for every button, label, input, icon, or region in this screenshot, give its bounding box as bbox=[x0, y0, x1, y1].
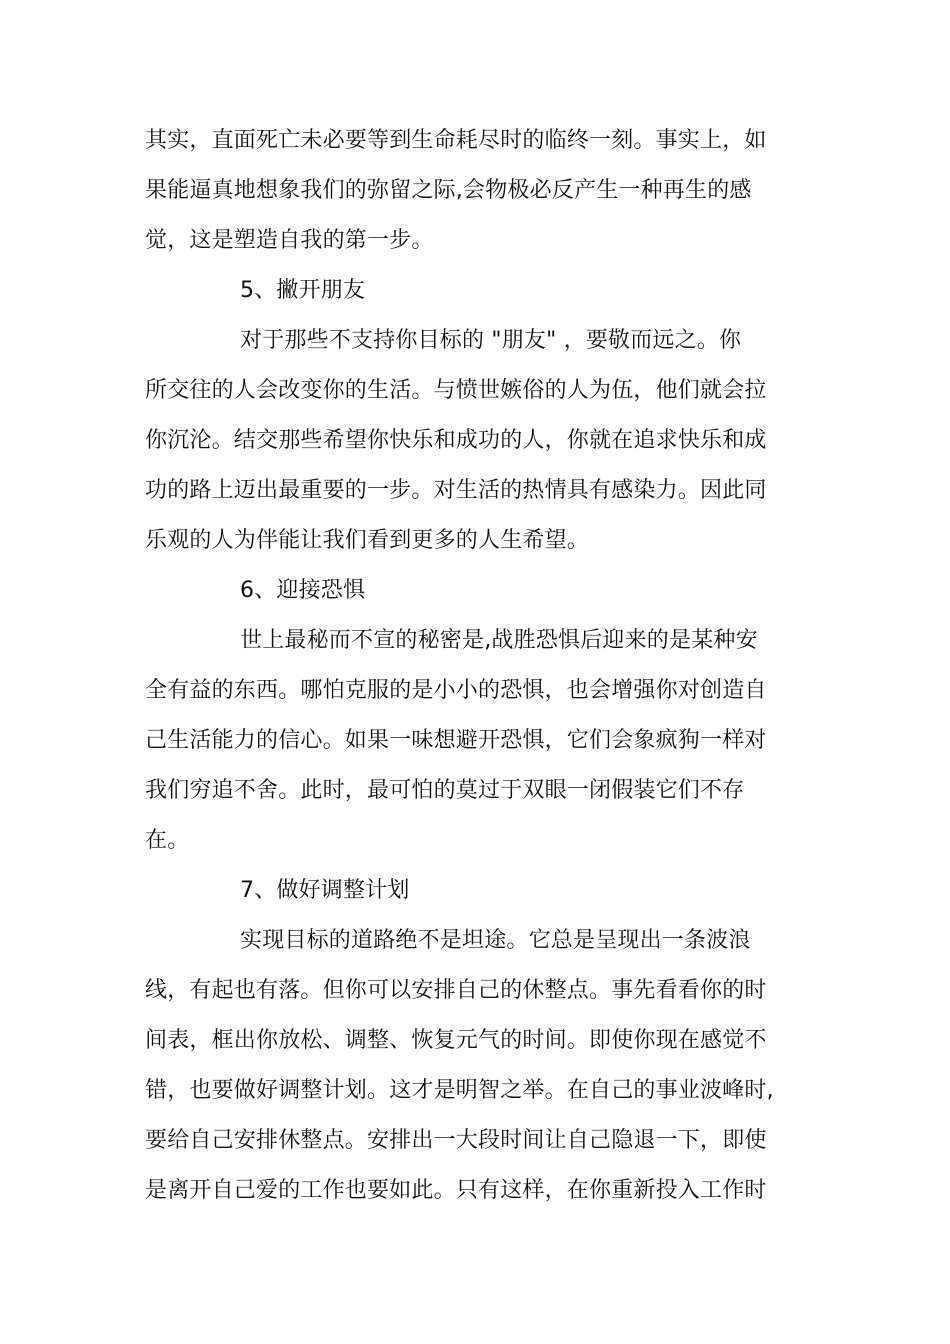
body-line: 我们穷追不舍。此时，最可怕的莫过于双眼一闭假装它们不存 bbox=[145, 778, 745, 803]
body-line: 间表，框出你放松、调整、恢复元气的时间。即使你现在感觉不 bbox=[145, 1028, 767, 1053]
body-line: 全有益的东西。哪怕克服的是小小的恐惧，也会增强你对创造自 bbox=[145, 678, 767, 703]
body-line: 要给自己安排休整点。安排出一大段时间让自己隐退一下，即使 bbox=[145, 1128, 767, 1153]
paragraph-first-line: 实现目标的道路绝不是坦途。它总是呈现出一条波浪 bbox=[240, 928, 751, 953]
body-line: 乐观的人为伴能让我们看到更多的人生希望。 bbox=[145, 528, 590, 553]
body-line: 在。 bbox=[145, 828, 190, 853]
body-line: 己生活能力的信心。如果一味想避开恐惧，它们会象疯狗一样对 bbox=[145, 728, 767, 753]
body-line: 觉，这是塑造自我的第一步。 bbox=[145, 228, 434, 253]
body-line: 线，有起也有落。但你可以安排自己的休整点。事先看看你的时 bbox=[145, 978, 767, 1003]
body-line: 所交往的人会改变你的生活。与愤世嫉俗的人为伍，他们就会拉 bbox=[145, 378, 767, 403]
section-heading: 5、撇开朋友 bbox=[240, 278, 366, 303]
body-line: 果能逼真地想象我们的弥留之际,会物极必反产生一种再生的感 bbox=[145, 178, 752, 203]
paragraph-first-line: 对于那些不支持你目标的 "朋友" ，要敬而远之。你 bbox=[240, 328, 742, 353]
paragraph-first-line: 世上最秘而不宣的秘密是,战胜恐惧后迎来的是某种安 bbox=[240, 628, 758, 653]
body-line: 你沉沦。结交那些希望你快乐和成功的人，你就在追求快乐和成 bbox=[145, 428, 767, 453]
body-line: 其实，直面死亡未必要等到生命耗尽时的临终一刻。事实上，如 bbox=[145, 128, 767, 153]
body-line: 错，也要做好调整计划。这才是明智之举。在自己的事业波峰时, bbox=[145, 1078, 774, 1103]
body-line: 是离开自己爱的工作也要如此。只有这样，在你重新投入工作时 bbox=[145, 1178, 767, 1203]
section-heading: 6、迎接恐惧 bbox=[240, 578, 366, 603]
body-line: 功的路上迈出最重要的一步。对生活的热情具有感染力。因此同 bbox=[145, 478, 767, 503]
section-heading: 7、做好调整计划 bbox=[240, 878, 410, 903]
document-page bbox=[145, 116, 807, 1216]
